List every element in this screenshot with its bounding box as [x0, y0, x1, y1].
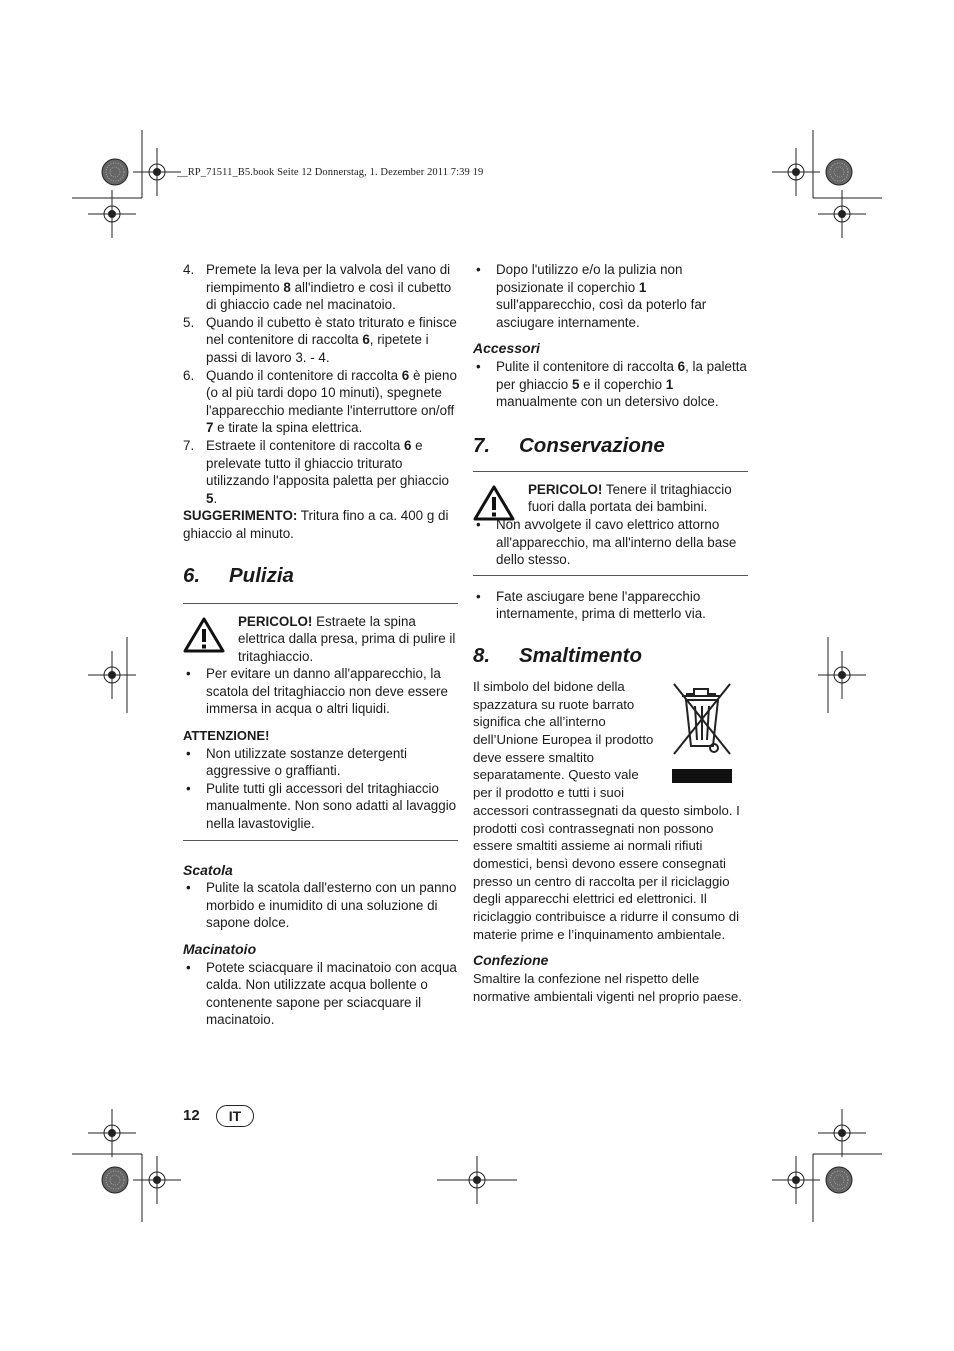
step-number: 5.	[183, 314, 195, 330]
list-item	[183, 959, 458, 1029]
registration-rosette-icon	[826, 1167, 852, 1193]
part-ref: 1	[638, 279, 647, 295]
step-text: e prelevate tutto il ghiaccio triturato utilizzando l'apposita paletta per ghiaccio	[206, 437, 449, 489]
divider	[473, 471, 748, 472]
list-item	[183, 780, 458, 833]
step-number: 7.	[183, 437, 195, 453]
bullet-marker: •	[476, 262, 481, 277]
part-ref: 5	[571, 376, 580, 392]
right-column	[473, 261, 748, 1005]
tip-label: SUGGERIMENTO:	[183, 508, 298, 524]
list-item-text: , la paletta per ghiaccio	[496, 358, 747, 392]
bullet-marker: •	[186, 959, 191, 975]
danger-box	[473, 481, 748, 516]
section-heading-pulizia	[183, 563, 458, 593]
part-ref: 6	[362, 332, 370, 348]
language-badge: IT	[216, 1105, 254, 1127]
list-item-text: Non avvolgete il cavo elettrico attorno all'apparecchio, ma all'interno della base dello stesso.	[496, 516, 737, 568]
list-item	[473, 588, 748, 623]
step-text: all'indietro e così il cubetto di ghiaccio cade nel macinatoio.	[206, 279, 452, 313]
list-item-text: sull'apparecchio, così da poterlo far asciugare internamente.	[496, 297, 707, 330]
section-number: 8.	[473, 643, 491, 667]
registration-rosette-icon	[826, 159, 852, 185]
part-ref: 1	[665, 376, 674, 392]
attention-label: ATTENZIONE!	[183, 728, 270, 744]
crossed-out-bin-icon	[662, 678, 742, 784]
registration-mark-icon	[88, 651, 136, 699]
bullet-marker: •	[186, 745, 191, 761]
list-item	[473, 516, 748, 569]
danger-label: PERICOLO!	[238, 613, 313, 629]
step-item	[183, 261, 458, 314]
bullet-marker: •	[476, 358, 481, 374]
page-number: 12	[183, 1107, 200, 1124]
registration-rosette-icon	[102, 159, 128, 185]
registration-mark-icon	[133, 1156, 181, 1204]
part-ref: 6	[677, 358, 686, 374]
registration-mark-icon	[88, 1109, 136, 1157]
tip-paragraph	[183, 507, 458, 542]
weee-symbol-wrap	[662, 678, 748, 788]
step-item	[183, 437, 458, 507]
step-text: .	[213, 490, 218, 506]
print-job-header: __RP_71511_B5.book Seite 12 Donnerstag, 1. Dezember 2011 7:39 19	[177, 167, 484, 178]
danger-text: Tenere il tritaghiaccio fuori dalla portata dei bambini.	[528, 481, 732, 515]
section-number: 6.	[183, 563, 201, 587]
step-text: e tirate la spina elettrica.	[213, 420, 363, 436]
divider	[183, 603, 458, 604]
step-item	[183, 367, 458, 437]
danger-label: PERICOLO!	[528, 481, 603, 497]
warning-triangle-icon	[183, 617, 225, 653]
list-item	[183, 879, 458, 932]
part-ref: 7	[206, 420, 214, 436]
list-item-text: e il coperchio	[579, 376, 666, 392]
danger-text: Estraete la spina elettrica dalla presa, prima di pulire il tritaghiaccio.	[238, 613, 456, 664]
bullet-marker: •	[186, 880, 191, 896]
bullet-marker: •	[186, 780, 191, 796]
list-item-text: Non utilizzate sostanze detergenti aggressive o graffianti.	[206, 745, 407, 779]
bullet-marker: •	[476, 588, 481, 604]
registration-mark-icon	[818, 190, 866, 238]
packaging-text: Smaltire la confezione nel rispetto delle normative ambientali vigenti nel proprio paese.	[473, 971, 742, 1004]
section-heading-conservazione	[473, 433, 748, 463]
step-number: 4.	[183, 262, 195, 277]
part-ref: 8	[283, 279, 291, 295]
bullet-marker: •	[476, 516, 481, 532]
step-item	[183, 314, 458, 367]
list-item	[183, 745, 458, 780]
disposal-block	[473, 678, 748, 944]
part-ref: 6	[403, 437, 412, 453]
section-title: Conservazione	[519, 433, 665, 457]
left-column	[183, 261, 458, 1029]
registration-mark-icon	[818, 1109, 866, 1157]
bullet-marker: •	[186, 666, 191, 682]
list-item-text: Pulite il contenitore di raccolta	[496, 358, 678, 374]
part-ref: 6	[401, 367, 410, 383]
step-text: Premete la leva per la valvola del vano di riempimento	[206, 262, 451, 295]
step-text: Quando il cubetto è stato triturato e finisce nel contenitore di raccolta	[206, 314, 457, 348]
list-item-text: Potete sciacquare il macinatoio con acqua calda. Non utilizzate acqua bollente o contenente sapone per sciacquare il macinatoio.	[206, 959, 457, 1028]
tip-text: Tritura fino a ca. 400 g di ghiaccio al minuto.	[183, 508, 449, 541]
registration-rosette-icon	[102, 1167, 128, 1193]
list-item-text: Per evitare un danno all'apparecchio, la scatola del tritaghiaccio non deve essere immersa in acqua o altri liquidi.	[206, 666, 448, 717]
danger-box	[183, 613, 458, 666]
subsection-title-scatola: Scatola	[183, 861, 233, 878]
list-item-text: Fate asciugare bene l'apparecchio internamente, prima di metterlo via.	[496, 588, 706, 622]
registration-mark-icon	[818, 651, 866, 699]
subsection-title-accessori: Accessori	[473, 340, 540, 357]
step-text: Estraete il contenitore di raccolta	[206, 437, 404, 453]
section-title: Pulizia	[229, 563, 294, 587]
registration-mark-icon	[88, 190, 136, 238]
step-text: è pieno (o al più tardi dopo 10 minuti), spegnete l'apparecchio mediante l'interruttore on/off	[206, 367, 457, 418]
step-text: , ripetete i passi di lavoro 3. - 4.	[206, 332, 429, 365]
registration-mark-icon	[133, 148, 181, 196]
step-text: Quando il contenitore di raccolta	[206, 367, 402, 383]
section-heading-smaltimento	[473, 643, 748, 673]
section-number: 7.	[473, 433, 491, 457]
subsection-title-macinatoio: Macinatoio	[183, 941, 257, 957]
section-title: Smaltimento	[519, 643, 643, 667]
list-item	[473, 358, 748, 411]
list-item-text: Pulite la scatola dall'esterno con un panno morbido e inumidito di una soluzione di sapone dolce.	[206, 880, 457, 931]
disposal-text: Il simbolo del bidone della spazzatura su ruote barrato significa che all’interno dell’Unione Europea il prodotto deve essere smaltito separatamente. Questo vale per il prodotto e tutti i suoi accessori contrassegnati da questo simbolo. I prodotti così contrassegnati non possono essere smaltiti assieme ai normali rifiuti domestici, bensì devono essere consegnati presso un centro di raccolta per il riciclaggio degli apparecchi elettrici ed elettronici. Il riciclaggio contribuisce a ridurre il consumo di materie prime e l’inquinamento ambientale.	[473, 678, 740, 942]
list-item-text: manualmente con un detersivo dolce.	[496, 394, 719, 410]
divider	[473, 575, 748, 576]
list-item-text: Dopo l'utilizzo e/o la pulizia non posizionate il coperchio	[496, 262, 683, 295]
subsection-title-confezione: Confezione	[473, 952, 549, 969]
list-item	[473, 261, 748, 331]
list-item-text: Pulite tutti gli accessori del tritaghiaccio manualmente. Non sono adatti al lavaggio nella lavastoviglie.	[206, 780, 457, 832]
divider	[183, 840, 458, 841]
list-item	[183, 665, 458, 718]
part-ref: 5	[206, 490, 214, 506]
step-number: 6.	[183, 367, 195, 383]
